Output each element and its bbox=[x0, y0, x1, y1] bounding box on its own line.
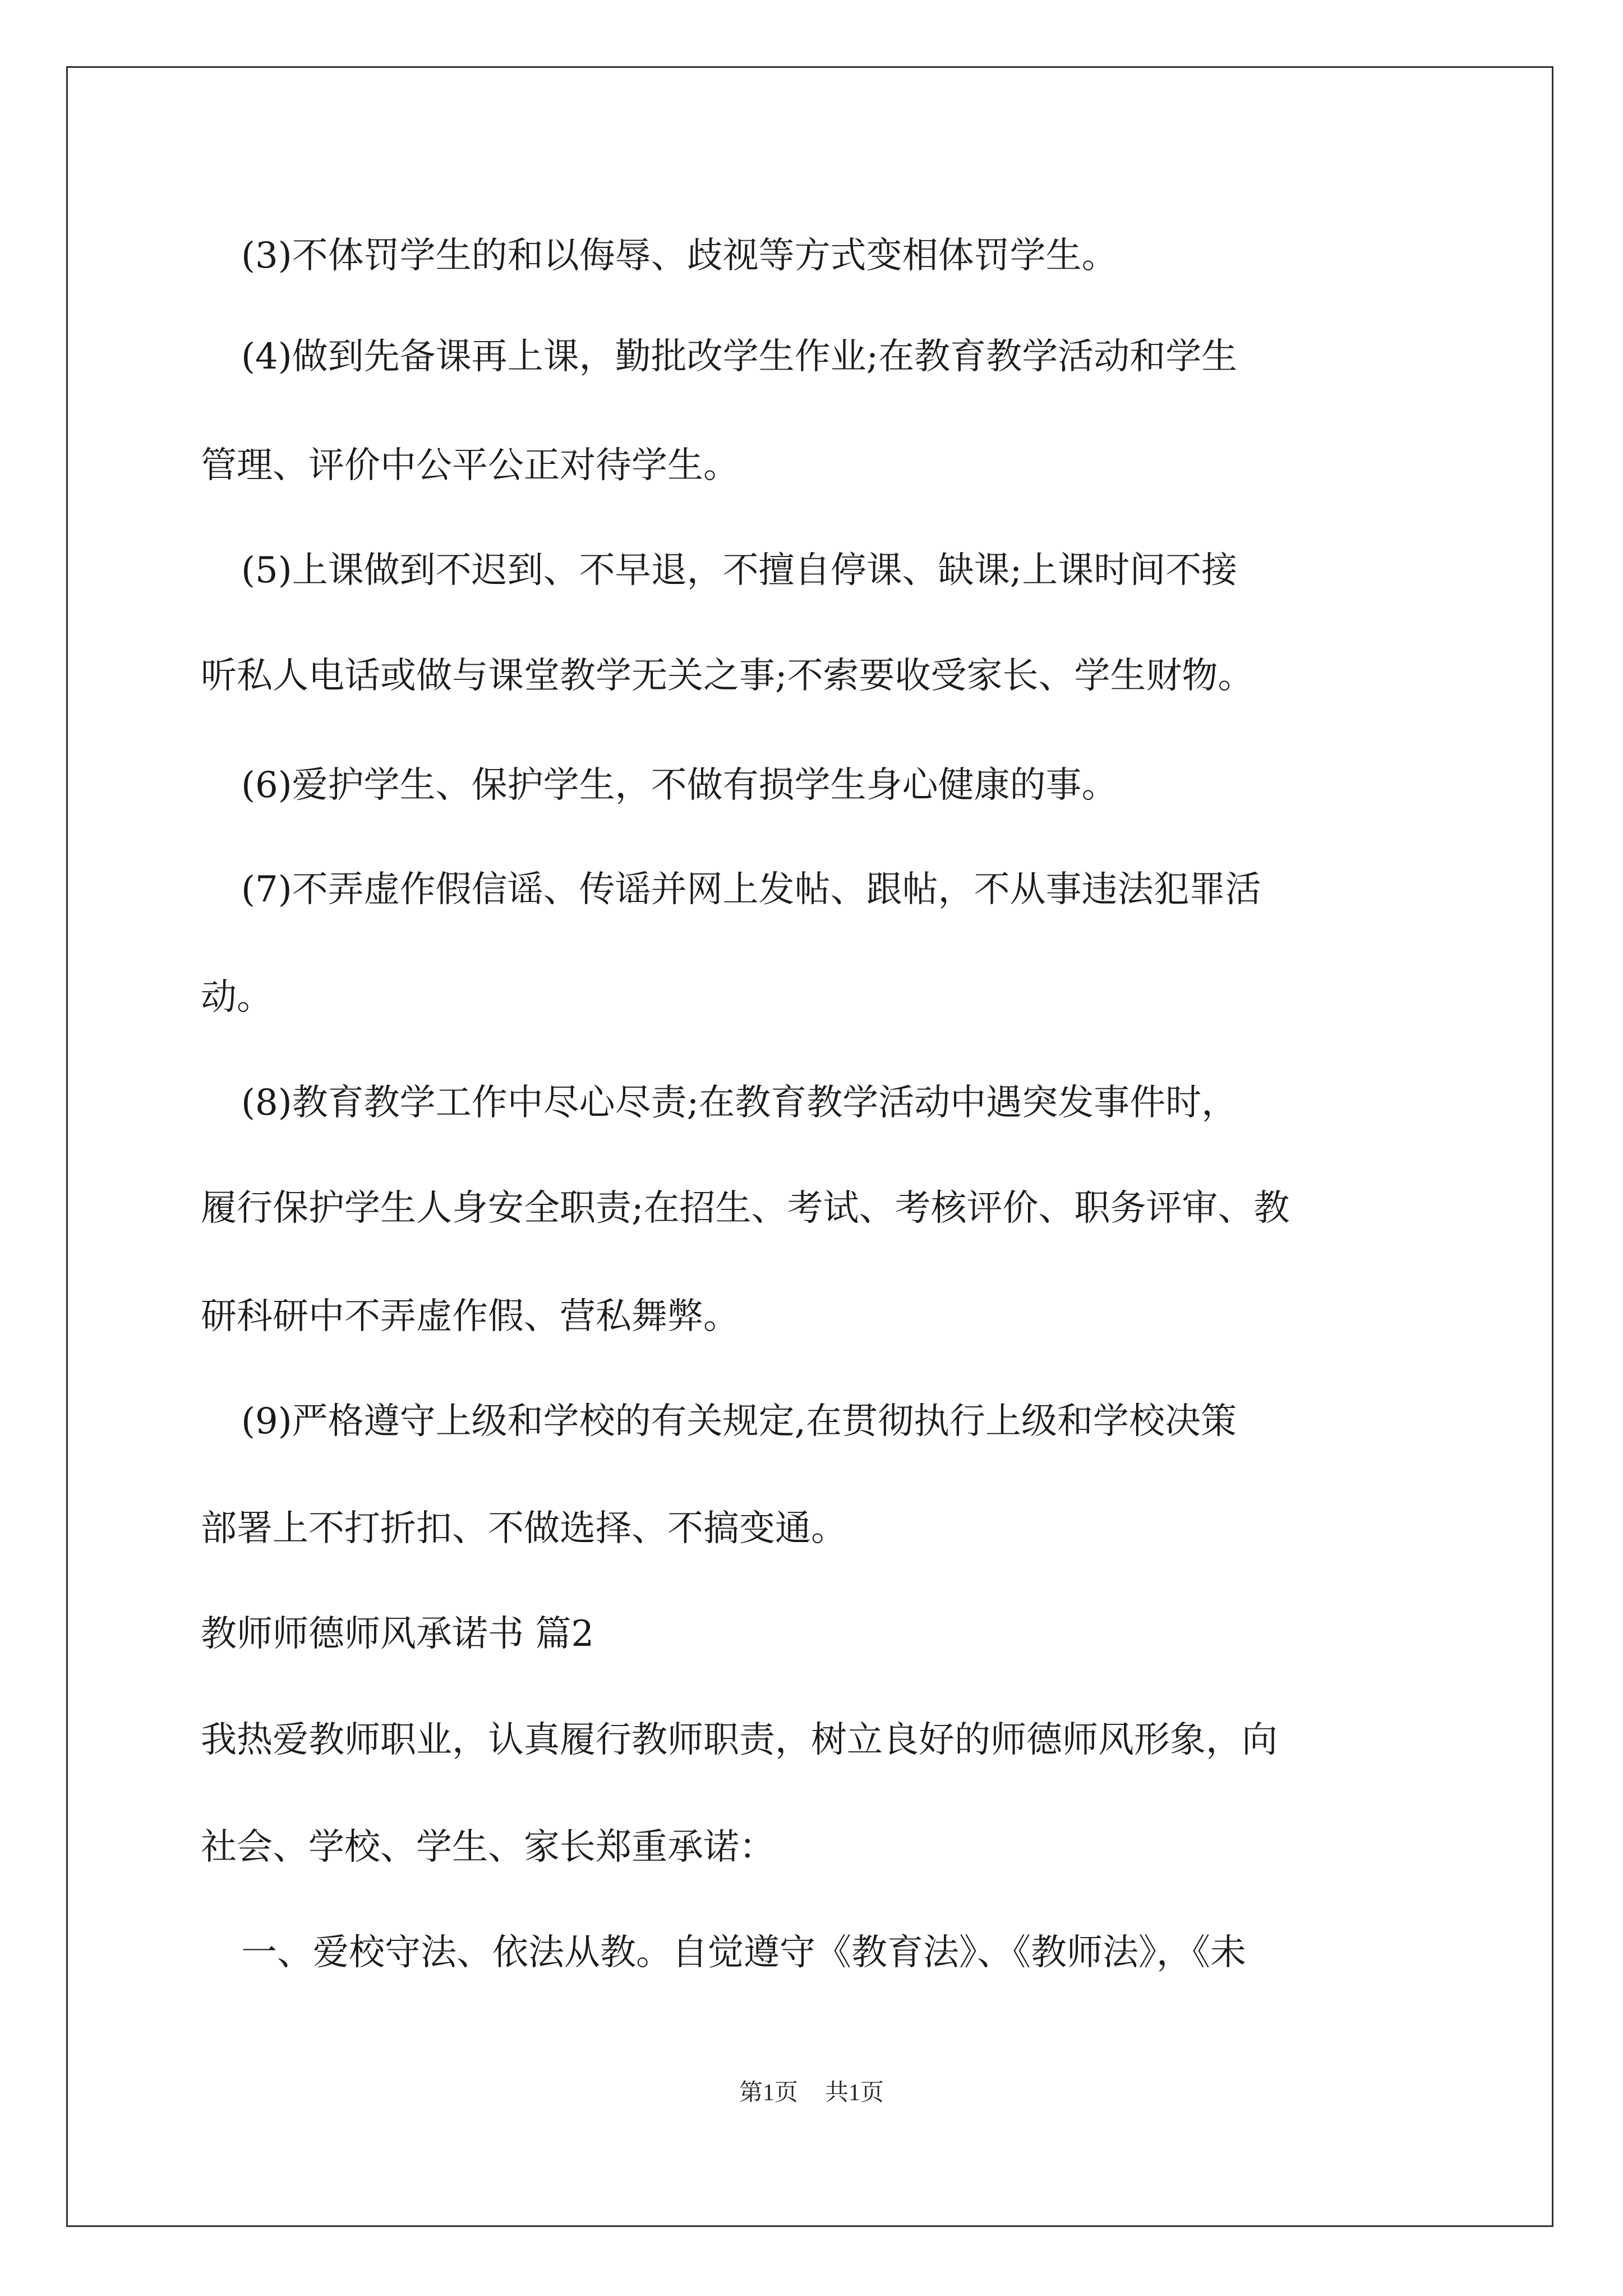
paragraph-line: 一、爱校守法、依法从教。自觉遵守《教育法》、《教师法》，《未 bbox=[241, 1932, 1246, 1973]
paragraph-line: (7)不弄虚作假信谣、传谣并网上发帖、跟帖，不从事违法犯罪活 bbox=[241, 869, 1261, 910]
paragraph-line: (9)严格遵守上级和学校的有关规定,在贯彻执行上级和学校决策 bbox=[241, 1401, 1237, 1442]
page-footer bbox=[0, 2077, 1623, 2109]
paragraph-line: (4)做到先备课再上课，勤批改学生作业;在教育教学活动和学生 bbox=[241, 336, 1238, 378]
section-heading: 教师师德师风承诺书 篇2 bbox=[201, 1613, 594, 1655]
paragraph-line: 研科研中不弄虚作假、营私舞弊。 bbox=[201, 1296, 739, 1337]
page-border bbox=[66, 66, 1553, 2227]
paragraph-line: (3)不体罚学生的和以侮辱、歧视等方式变相体罚学生。 bbox=[241, 235, 1118, 277]
paragraph-line: 部署上不打折扣、不做选择、不搞变通。 bbox=[201, 1508, 847, 1549]
paragraph-line: 我热爱教师职业，认真履行教师职责，树立良好的师德师风形象，向 bbox=[201, 1719, 1278, 1761]
paragraph-line: 听私人电话或做与课堂教学无关之事;不索要收受家长、学生财物。 bbox=[201, 655, 1254, 697]
paragraph-line: (8)教育教学工作中尽心尽责;在教育教学活动中遇突发事件时， bbox=[241, 1082, 1238, 1124]
paragraph-line: (5)上课做到不迟到、不早退，不擅自停课、缺课;上课时间不接 bbox=[241, 550, 1238, 591]
page-total: 共1页 bbox=[825, 2080, 884, 2106]
paragraph-line: (6)爱护学生、保护学生，不做有损学生身心健康的事。 bbox=[241, 765, 1118, 806]
paragraph-line: 动。 bbox=[201, 977, 273, 1018]
paragraph-line: 管理、评价中公平公正对待学生。 bbox=[201, 445, 739, 486]
page-number: 第1页 bbox=[739, 2080, 798, 2106]
paragraph-line: 履行保护学生人身安全职责;在招生、考试、考核评价、职务评审、教 bbox=[201, 1188, 1290, 1229]
paragraph-line: 社会、学校、学生、家长郑重承诺： bbox=[201, 1826, 775, 1868]
